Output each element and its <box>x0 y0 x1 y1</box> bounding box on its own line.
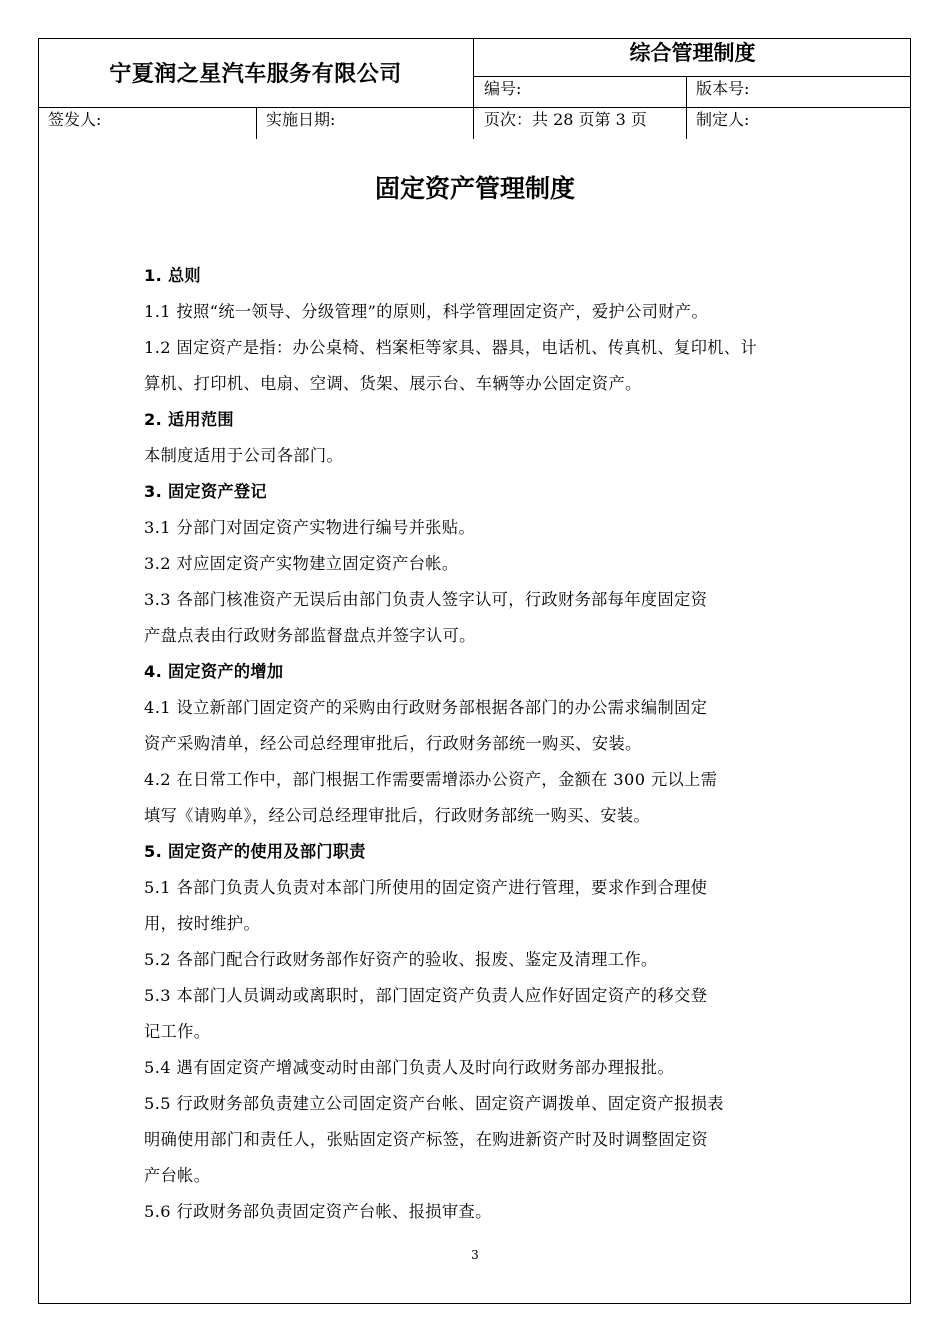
effective-date-label: 实施日期: <box>266 110 336 129</box>
paragraph-line: 3.3 各部门核准资产无误后由部门负责人签字认可，行政财务部每年度固定资 <box>144 590 708 609</box>
section-heading: 5. 固定资产的使用及部门职责 <box>144 842 366 861</box>
paragraph-line: 明确使用部门和责任人，张贴固定资产标签，在购进新资产时及时调整固定资 <box>144 1130 708 1149</box>
paragraph-line: 填写《请购单》，经公司总经理审批后，行政财务部统一购买、安装。 <box>144 806 651 825</box>
pages-label: 页次：共 28 页第 3 页 <box>484 110 647 129</box>
header-divider <box>474 76 911 77</box>
section-heading: 4. 固定资产的增加 <box>144 662 284 681</box>
header-divider <box>686 76 687 139</box>
paragraph-line: 产台帐。 <box>144 1166 211 1185</box>
author-label: 制定人: <box>696 110 750 129</box>
paragraph-line: 3.2 对应固定资产实物建立固定资产台帐。 <box>144 554 459 573</box>
paragraph-line: 4.1 设立新部门固定资产的采购由行政财务部根据各部门的办公需求编制固定 <box>144 698 708 717</box>
header-divider <box>38 107 911 108</box>
paragraph-line: 4.2 在日常工作中，部门根据工作需要需增添办公资产，金额在 300 元以上需 <box>144 770 718 789</box>
paragraph-line: 3.1 分部门对固定资产实物进行编号并张贴。 <box>144 518 476 537</box>
system-title: 综合管理制度 <box>629 41 756 65</box>
paragraph-line: 5.1 各部门负责人负责对本部门所使用的固定资产进行管理，要求作到合理使 <box>144 878 708 897</box>
issuer-label: 签发人: <box>48 110 102 129</box>
paragraph-line: 记工作。 <box>144 1022 211 1041</box>
section-heading: 2. 适用范围 <box>144 410 234 429</box>
section-heading: 3. 固定资产登记 <box>144 482 267 501</box>
document-body <box>144 258 819 1230</box>
company-name: 宁夏润之星汽车服务有限公司 <box>109 62 402 87</box>
document-title: 固定资产管理制度 <box>374 174 575 203</box>
paragraph-line: 产盘点表由行政财务部监督盘点并签字认可。 <box>144 626 476 645</box>
paragraph-line: 本制度适用于公司各部门。 <box>144 446 344 465</box>
header-table <box>38 38 911 139</box>
version-label: 版本号: <box>696 79 750 98</box>
section-heading: 1. 总则 <box>144 266 201 285</box>
paragraph-line: 5.2 各部门配合行政财务部作好资产的验收、报废、鉴定及清理工作。 <box>144 950 658 969</box>
paragraph-line: 1.1 按照“统一领导、分级管理”的原则，科学管理固定资产，爱护公司财产。 <box>144 302 709 321</box>
paragraph-line: 1.2 固定资产是指：办公桌椅、档案柜等家具、器具，电话机、传真机、复印机、计 <box>144 338 758 357</box>
paragraph-line: 5.3 本部门人员调动或离职时，部门固定资产负责人应作好固定资产的移交登 <box>144 986 708 1005</box>
page-number: 3 <box>471 1248 479 1262</box>
paragraph-line: 算机、打印机、电扇、空调、货架、展示台、车辆等办公固定资产。 <box>144 374 642 393</box>
paragraph-line: 用，按时维护。 <box>144 914 261 933</box>
paragraph-line: 5.5 行政财务部负责建立公司固定资产台帐、固定资产调拨单、固定资产报损表 <box>144 1094 724 1113</box>
number-label: 编号: <box>484 79 522 98</box>
paragraph-line: 资产采购清单，经公司总经理审批后，行政财务部统一购买、安装。 <box>144 734 642 753</box>
paragraph-line: 5.6 行政财务部负责固定资产台帐、报损审查。 <box>144 1202 492 1221</box>
header-divider <box>256 107 257 139</box>
paragraph-line: 5.4 遇有固定资产增减变动时由部门负责人及时向行政财务部办理报批。 <box>144 1058 675 1077</box>
